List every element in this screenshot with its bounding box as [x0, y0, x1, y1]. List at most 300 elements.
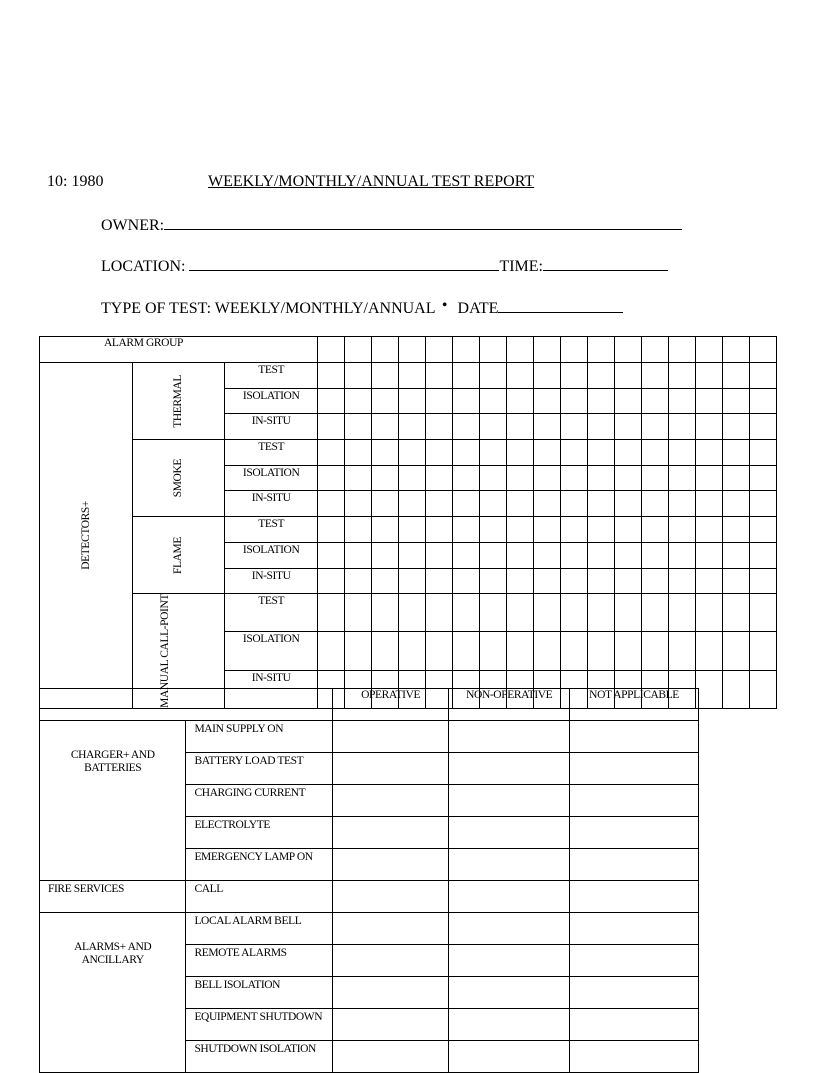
check-cell[interactable] — [696, 414, 723, 440]
check-cell[interactable] — [426, 491, 453, 517]
check-cell[interactable] — [642, 594, 669, 632]
check-cell[interactable] — [642, 568, 669, 594]
status-cell[interactable] — [570, 785, 699, 817]
test-item: ISOLATION — [225, 542, 318, 568]
check-cell[interactable] — [399, 414, 426, 440]
check-cell[interactable] — [561, 594, 588, 632]
check-cell[interactable] — [669, 542, 696, 568]
check-cell[interactable] — [723, 568, 750, 594]
check-cell[interactable] — [399, 491, 426, 517]
check-cell[interactable] — [534, 363, 561, 389]
check-cell[interactable] — [372, 414, 399, 440]
blank-header — [40, 689, 333, 721]
header-row — [40, 337, 777, 363]
test-item: TEST — [225, 440, 318, 466]
check-cell[interactable] — [345, 568, 372, 594]
alarm-group-cell[interactable] — [480, 337, 507, 363]
check-cell[interactable] — [669, 414, 696, 440]
check-item: MAIN SUPPLY ON — [186, 721, 332, 753]
alarm-group-cell[interactable] — [696, 337, 723, 363]
status-cell[interactable] — [449, 721, 570, 753]
check-cell[interactable] — [534, 517, 561, 543]
check-cell[interactable] — [453, 594, 480, 632]
check-cell[interactable] — [615, 594, 642, 632]
check-cell[interactable] — [453, 414, 480, 440]
check-cell[interactable] — [723, 517, 750, 543]
check-cell[interactable] — [750, 517, 777, 543]
check-cell[interactable] — [561, 440, 588, 466]
check-cell[interactable] — [669, 517, 696, 543]
status-cell[interactable] — [570, 881, 699, 913]
check-cell[interactable] — [723, 363, 750, 389]
status-cell[interactable] — [449, 913, 570, 945]
date-label: DATE — [457, 300, 499, 317]
check-cell[interactable] — [669, 465, 696, 491]
check-cell[interactable] — [372, 517, 399, 543]
detectors-label: DETECTORS+ — [79, 501, 92, 570]
check-cell[interactable] — [615, 542, 642, 568]
status-cell[interactable] — [570, 1041, 699, 1073]
check-cell[interactable] — [615, 491, 642, 517]
check-cell[interactable] — [642, 542, 669, 568]
check-cell[interactable] — [318, 542, 345, 568]
status-cell[interactable] — [570, 913, 699, 945]
check-cell[interactable] — [318, 491, 345, 517]
check-cell[interactable] — [399, 363, 426, 389]
check-cell[interactable] — [372, 363, 399, 389]
check-cell[interactable] — [534, 542, 561, 568]
check-cell[interactable] — [318, 414, 345, 440]
check-cell[interactable] — [399, 440, 426, 466]
owner-field[interactable] — [164, 215, 682, 230]
owner-label: OWNER: — [101, 217, 165, 234]
check-cell[interactable] — [453, 363, 480, 389]
check-cell[interactable] — [453, 440, 480, 466]
check-cell[interactable] — [534, 465, 561, 491]
check-cell[interactable] — [372, 440, 399, 466]
status-cell[interactable] — [449, 1041, 570, 1073]
check-cell[interactable] — [399, 517, 426, 543]
check-cell[interactable] — [696, 363, 723, 389]
check-cell[interactable] — [426, 363, 453, 389]
check-cell[interactable] — [588, 594, 615, 632]
table-row — [40, 363, 777, 389]
check-cell[interactable] — [534, 632, 561, 670]
check-cell[interactable] — [507, 594, 534, 632]
check-cell[interactable] — [426, 388, 453, 414]
check-cell[interactable] — [750, 491, 777, 517]
table-row — [40, 913, 699, 945]
check-cell[interactable] — [507, 414, 534, 440]
table-row — [40, 440, 777, 466]
header-row — [40, 689, 699, 721]
alarm-group-header — [40, 337, 318, 363]
check-cell[interactable] — [642, 388, 669, 414]
owner-row — [101, 215, 682, 235]
group-label: FIRE SERVICES — [40, 881, 186, 913]
test-item: TEST — [225, 517, 318, 543]
status-cell[interactable] — [570, 1009, 699, 1041]
check-cell[interactable] — [507, 440, 534, 466]
check-cell[interactable] — [561, 491, 588, 517]
check-cell[interactable] — [723, 670, 750, 708]
check-cell[interactable] — [345, 594, 372, 632]
check-cell[interactable] — [372, 491, 399, 517]
check-cell[interactable] — [588, 465, 615, 491]
check-cell[interactable] — [480, 363, 507, 389]
check-cell[interactable] — [588, 388, 615, 414]
check-item: BELL ISOLATION — [186, 977, 332, 1009]
check-cell[interactable] — [750, 388, 777, 414]
check-cell[interactable] — [399, 465, 426, 491]
check-cell[interactable] — [642, 491, 669, 517]
check-cell[interactable] — [642, 517, 669, 543]
check-cell[interactable] — [318, 388, 345, 414]
test-item: ISOLATION — [225, 465, 318, 491]
status-cell[interactable] — [449, 785, 570, 817]
alarm-group-cell[interactable] — [372, 337, 399, 363]
check-cell[interactable] — [696, 388, 723, 414]
status-cell[interactable] — [570, 977, 699, 1009]
check-cell[interactable] — [480, 388, 507, 414]
check-cell[interactable] — [426, 517, 453, 543]
check-cell[interactable] — [642, 632, 669, 670]
check-cell[interactable] — [318, 465, 345, 491]
check-cell[interactable] — [480, 517, 507, 543]
check-cell[interactable] — [453, 542, 480, 568]
time-field[interactable] — [543, 256, 668, 271]
check-cell[interactable] — [507, 568, 534, 594]
check-cell[interactable] — [507, 632, 534, 670]
check-cell[interactable] — [723, 414, 750, 440]
check-cell[interactable] — [669, 388, 696, 414]
check-cell[interactable] — [588, 440, 615, 466]
check-cell[interactable] — [615, 363, 642, 389]
check-cell[interactable] — [453, 491, 480, 517]
check-cell[interactable] — [345, 542, 372, 568]
check-cell[interactable] — [723, 465, 750, 491]
location-field[interactable] — [189, 256, 499, 271]
check-cell[interactable] — [750, 414, 777, 440]
check-cell[interactable] — [345, 632, 372, 670]
check-cell[interactable] — [696, 568, 723, 594]
check-cell[interactable] — [345, 388, 372, 414]
alarm-group-cell[interactable] — [642, 337, 669, 363]
check-cell[interactable] — [561, 414, 588, 440]
check-cell[interactable] — [507, 363, 534, 389]
test-item: TEST — [225, 363, 318, 389]
status-cell[interactable] — [449, 945, 570, 977]
check-cell[interactable] — [426, 414, 453, 440]
alarm-group-cell[interactable] — [399, 337, 426, 363]
check-cell[interactable] — [534, 414, 561, 440]
check-cell[interactable] — [345, 491, 372, 517]
check-cell[interactable] — [480, 440, 507, 466]
column-header: NON-OPERATIVE — [449, 689, 570, 721]
check-cell[interactable] — [318, 363, 345, 389]
check-cell[interactable] — [750, 440, 777, 466]
check-cell[interactable] — [588, 491, 615, 517]
check-cell[interactable] — [669, 632, 696, 670]
check-item: REMOTE ALARMS — [186, 945, 332, 977]
check-cell[interactable] — [669, 491, 696, 517]
check-cell[interactable] — [480, 568, 507, 594]
check-cell[interactable] — [399, 388, 426, 414]
check-cell[interactable] — [615, 517, 642, 543]
section-label-cell — [132, 517, 225, 594]
status-cell[interactable] — [332, 785, 449, 817]
detectors-group — [40, 363, 133, 709]
status-cell[interactable] — [449, 849, 570, 881]
check-cell[interactable] — [399, 568, 426, 594]
test-item: IN-SITU — [225, 491, 318, 517]
alarm-group-cell[interactable] — [426, 337, 453, 363]
section-label: MANUAL CALL-POINT — [159, 594, 172, 709]
test-item: IN-SITU — [225, 670, 318, 708]
check-cell[interactable] — [723, 542, 750, 568]
check-cell[interactable] — [696, 632, 723, 670]
status-cell[interactable] — [332, 881, 449, 913]
check-cell[interactable] — [669, 363, 696, 389]
date-field[interactable] — [498, 298, 623, 313]
check-cell[interactable] — [372, 388, 399, 414]
check-cell[interactable] — [723, 388, 750, 414]
status-cell[interactable] — [449, 1009, 570, 1041]
check-cell[interactable] — [588, 568, 615, 594]
check-cell[interactable] — [345, 363, 372, 389]
check-cell[interactable] — [318, 594, 345, 632]
check-cell[interactable] — [399, 594, 426, 632]
status-cell[interactable] — [570, 945, 699, 977]
check-cell[interactable] — [669, 440, 696, 466]
check-cell[interactable] — [723, 632, 750, 670]
check-cell[interactable] — [750, 594, 777, 632]
status-cell[interactable] — [332, 1041, 449, 1073]
check-cell[interactable] — [426, 568, 453, 594]
check-cell[interactable] — [615, 440, 642, 466]
column-header: NOT APPLICABLE — [570, 689, 699, 721]
test-item: ISOLATION — [225, 388, 318, 414]
check-cell[interactable] — [372, 594, 399, 632]
check-cell[interactable] — [345, 440, 372, 466]
time-label: TIME: — [499, 258, 543, 275]
check-cell[interactable] — [534, 491, 561, 517]
alarm-group-cell[interactable] — [723, 337, 750, 363]
check-cell[interactable] — [642, 440, 669, 466]
check-cell[interactable] — [561, 363, 588, 389]
check-cell[interactable] — [507, 491, 534, 517]
check-cell[interactable] — [453, 388, 480, 414]
check-cell[interactable] — [696, 517, 723, 543]
check-cell[interactable] — [345, 465, 372, 491]
check-cell[interactable] — [561, 568, 588, 594]
check-cell[interactable] — [507, 388, 534, 414]
check-cell[interactable] — [480, 594, 507, 632]
check-cell[interactable] — [642, 363, 669, 389]
check-cell[interactable] — [345, 517, 372, 543]
check-cell[interactable] — [561, 388, 588, 414]
check-cell[interactable] — [723, 440, 750, 466]
test-item: TEST — [225, 594, 318, 632]
check-cell[interactable] — [372, 632, 399, 670]
detectors-table — [39, 336, 777, 709]
check-cell[interactable] — [750, 568, 777, 594]
check-cell[interactable] — [669, 594, 696, 632]
section-label: SMOKE — [172, 458, 185, 498]
status-cell[interactable] — [570, 721, 699, 753]
check-cell[interactable] — [534, 594, 561, 632]
test-item: IN-SITU — [225, 414, 318, 440]
status-cell[interactable] — [332, 849, 449, 881]
check-cell[interactable] — [372, 542, 399, 568]
alarm-group-cell[interactable] — [561, 337, 588, 363]
check-cell[interactable] — [318, 440, 345, 466]
check-cell[interactable] — [453, 465, 480, 491]
status-cell[interactable] — [570, 753, 699, 785]
status-cell[interactable] — [449, 753, 570, 785]
check-cell[interactable] — [399, 632, 426, 670]
bullet-icon: • — [441, 297, 448, 314]
check-cell[interactable] — [480, 465, 507, 491]
type-label: TYPE OF TEST: WEEKLY/MONTHLY/ANNUAL — [101, 300, 435, 317]
status-cell[interactable] — [570, 817, 699, 849]
check-item: BATTERY LOAD TEST — [186, 753, 332, 785]
check-cell[interactable] — [426, 465, 453, 491]
check-cell[interactable] — [588, 517, 615, 543]
check-item: LOCAL ALARM BELL — [186, 913, 332, 945]
status-cell[interactable] — [449, 817, 570, 849]
check-cell[interactable] — [750, 632, 777, 670]
check-cell[interactable] — [642, 465, 669, 491]
alarm-group-cell[interactable] — [318, 337, 345, 363]
check-cell[interactable] — [453, 517, 480, 543]
alarm-group-cell[interactable] — [615, 337, 642, 363]
alarm-group-cell[interactable] — [669, 337, 696, 363]
check-cell[interactable] — [750, 363, 777, 389]
check-cell[interactable] — [696, 465, 723, 491]
check-item: CHARGING CURRENT — [186, 785, 332, 817]
check-cell[interactable] — [642, 414, 669, 440]
page-title: WEEKLY/MONTHLY/ANNUAL TEST REPORT — [208, 173, 535, 190]
check-cell[interactable] — [615, 388, 642, 414]
check-cell[interactable] — [696, 542, 723, 568]
section-label: FLAME — [172, 536, 185, 574]
alarm-group-cell[interactable] — [534, 337, 561, 363]
check-cell[interactable] — [345, 414, 372, 440]
alarm-group-label: ALARM GROUP — [104, 337, 183, 349]
check-cell[interactable] — [507, 517, 534, 543]
alarm-group-cell[interactable] — [345, 337, 372, 363]
check-cell[interactable] — [372, 568, 399, 594]
status-cell[interactable] — [332, 753, 449, 785]
check-cell[interactable] — [534, 440, 561, 466]
check-cell[interactable] — [561, 517, 588, 543]
check-cell[interactable] — [480, 542, 507, 568]
status-cell[interactable] — [449, 977, 570, 1009]
table-row — [40, 517, 777, 543]
table-row — [40, 721, 699, 753]
check-cell[interactable] — [615, 632, 642, 670]
check-cell[interactable] — [723, 491, 750, 517]
type-row — [101, 298, 623, 318]
location-row — [101, 256, 668, 276]
check-cell[interactable] — [750, 670, 777, 708]
status-cell[interactable] — [332, 977, 449, 1009]
check-cell[interactable] — [534, 568, 561, 594]
check-cell[interactable] — [318, 568, 345, 594]
check-cell[interactable] — [615, 465, 642, 491]
section-label: THERMAL — [172, 374, 185, 428]
check-item: ELECTROLYTE — [186, 817, 332, 849]
check-cell[interactable] — [534, 388, 561, 414]
check-cell[interactable] — [561, 542, 588, 568]
check-cell[interactable] — [561, 632, 588, 670]
section-label-cell — [132, 440, 225, 517]
check-cell[interactable] — [453, 568, 480, 594]
check-cell[interactable] — [318, 632, 345, 670]
table-row — [40, 594, 777, 632]
check-cell[interactable] — [426, 632, 453, 670]
check-cell[interactable] — [507, 465, 534, 491]
check-cell[interactable] — [399, 542, 426, 568]
status-cell[interactable] — [332, 817, 449, 849]
check-cell[interactable] — [588, 414, 615, 440]
check-cell[interactable] — [750, 465, 777, 491]
test-item: IN-SITU — [225, 568, 318, 594]
check-cell[interactable] — [750, 542, 777, 568]
status-cell[interactable] — [332, 913, 449, 945]
column-header: OPERATIVE — [332, 689, 449, 721]
check-cell[interactable] — [588, 632, 615, 670]
check-cell[interactable] — [615, 568, 642, 594]
form-code: 10: 1980 — [47, 173, 104, 190]
check-cell[interactable] — [426, 594, 453, 632]
check-cell[interactable] — [480, 491, 507, 517]
alarm-group-cell[interactable] — [750, 337, 777, 363]
check-cell[interactable] — [669, 568, 696, 594]
check-cell[interactable] — [723, 594, 750, 632]
alarm-group-cell[interactable] — [453, 337, 480, 363]
check-cell[interactable] — [696, 594, 723, 632]
check-cell[interactable] — [426, 440, 453, 466]
check-cell[interactable] — [453, 632, 480, 670]
status-cell[interactable] — [570, 849, 699, 881]
status-table — [39, 688, 699, 1073]
status-cell[interactable] — [332, 1009, 449, 1041]
check-cell[interactable] — [615, 414, 642, 440]
status-cell[interactable] — [449, 881, 570, 913]
check-cell[interactable] — [426, 542, 453, 568]
check-cell[interactable] — [588, 363, 615, 389]
section-label-cell — [132, 363, 225, 440]
check-cell[interactable] — [696, 491, 723, 517]
alarm-group-cell[interactable] — [588, 337, 615, 363]
check-item: SHUTDOWN ISOLATION — [186, 1041, 332, 1073]
check-cell[interactable] — [696, 670, 723, 708]
test-item: ISOLATION — [225, 632, 318, 670]
check-cell[interactable] — [372, 465, 399, 491]
check-cell[interactable] — [480, 632, 507, 670]
alarm-group-cell[interactable] — [507, 337, 534, 363]
check-cell[interactable] — [318, 517, 345, 543]
status-cell[interactable] — [332, 721, 449, 753]
check-cell[interactable] — [480, 414, 507, 440]
check-cell[interactable] — [588, 542, 615, 568]
check-cell[interactable] — [507, 542, 534, 568]
status-cell[interactable] — [332, 945, 449, 977]
check-cell[interactable] — [561, 465, 588, 491]
check-cell[interactable] — [696, 440, 723, 466]
